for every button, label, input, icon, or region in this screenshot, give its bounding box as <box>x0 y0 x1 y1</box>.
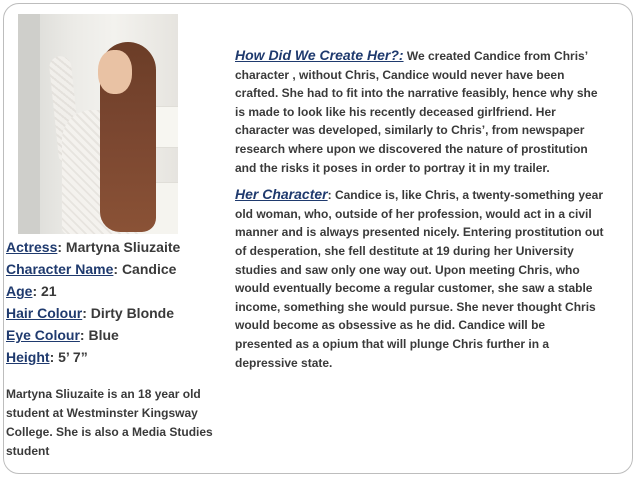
photo-wall <box>18 14 40 234</box>
fact-value: : Martyna Sliuzaite <box>57 239 181 255</box>
fact-label: Hair Colour <box>6 305 83 321</box>
fact-character-name <box>6 258 236 280</box>
fact-eye-colour <box>6 324 236 346</box>
actress-bio: Martyna Sliuzaite is an 18 year old student at Westminster Kingsway College. She is also a Media Studies student <box>6 387 213 458</box>
fact-actress <box>6 236 236 258</box>
fact-value: : Dirty Blonde <box>82 305 175 321</box>
fact-label: Eye Colour <box>6 327 80 343</box>
photo-face <box>98 50 132 94</box>
character-paragraph <box>235 185 605 372</box>
fact-value: : 5’ 7” <box>49 349 88 365</box>
character-text: : Candice is, like Chris, a twenty-something year old woman, who, outside of her profession, would act in a civil manner and is always presented nicely. Entering prostitution out of desperation, she fell destitute at 19 during her University studies and saw only one way out. Upon meeting Chris, who would eventually become a regular customer, she saw a stable income, something she would pursue. She never thought Chris would become as obsessive as he did. Candice will be presented as a opium that will plunge Chris further in a depressive state. <box>235 188 604 370</box>
fact-age <box>6 280 236 302</box>
fact-value: : 21 <box>32 283 57 299</box>
creation-paragraph <box>235 46 605 177</box>
fact-hair-colour <box>6 302 236 324</box>
fact-label: Actress <box>6 239 58 255</box>
creation-text: We created Candice from Chris’ character , without Chris, Candice would never have been crafted. She had to fit into the narrative feasibly, hence why she is made to look like his recently deceased girlfriend. Her character was developed, similarly to Chris’, from newspaper research where upon we discovered the nature of prostitution and the risks it poses in order to portray it in my trailer. <box>235 49 598 175</box>
character-description <box>235 46 605 372</box>
fact-value: : Candice <box>113 261 177 277</box>
fact-label: Height <box>6 349 50 365</box>
fact-value: : Blue <box>79 327 119 343</box>
character-heading: Her Character <box>235 186 328 203</box>
actress-details <box>6 236 236 461</box>
actress-photo <box>18 14 178 234</box>
fact-label: Age <box>6 283 33 299</box>
fact-height <box>6 346 236 368</box>
fact-label: Character Name <box>6 261 114 277</box>
creation-heading: How Did We Create Her?: <box>235 47 404 63</box>
